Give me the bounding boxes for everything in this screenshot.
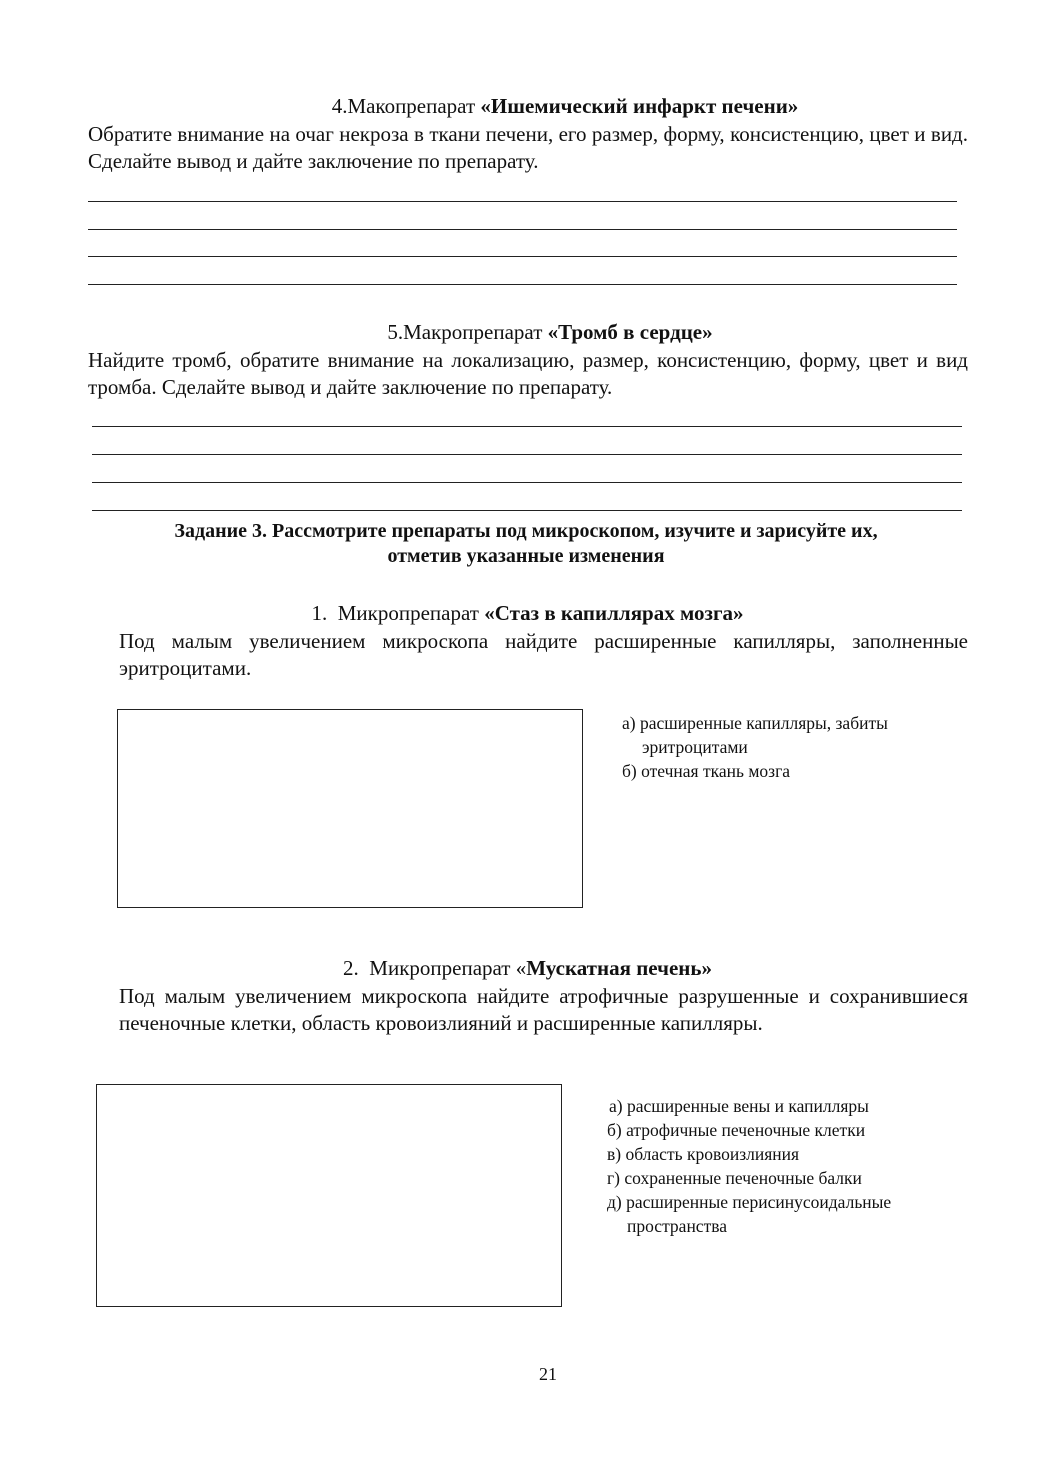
label-item: эритроцитами [642,737,748,757]
answer-line[interactable] [88,201,957,202]
section-4-text: Обратите внимание на очаг некроза в ткани печени, его размер, форму, консистенцию, цвет и вид. Сделайте вывод и дайте заключение по препарату. [88,122,968,173]
section-5-prefix: 5.Макропрепарат [387,320,548,344]
micro-2-number: 2. [343,956,359,980]
micro-1-title: «Стаз в капиллярах мозга» [484,601,744,625]
section-4-prefix: 4.Макопрепарат [331,94,481,118]
drawing-box-2[interactable] [96,1084,562,1307]
micro-2-text: Под малым увеличением микроскопа найдите атрофичные разрушенные и сохранившиеся печеночные клетки, область кровоизлияний и расширенные капилляры. [119,984,968,1035]
micro-1-heading [0,600,1040,626]
micro-2-labels [607,1094,891,1238]
label-item: а) расширенные вены и капилляры [609,1096,869,1116]
answer-line[interactable] [92,426,962,427]
answer-line[interactable] [88,284,957,285]
section-4-heading [0,93,1040,119]
answer-line[interactable] [88,256,957,257]
micro-1-text: Под малым увеличением микроскопа найдите расширенные капилляры, заполненные эритроцитами. [119,629,968,680]
section-5-text: Найдите тромб, обратите внимание на локализацию, размер, консистенцию, форму, цвет и вид тромба. Сделайте вывод и дайте заключение по препарату. [88,348,968,399]
micro-2-title: Мускатная печень» [526,956,712,980]
task-3-line-1: Задание 3. Рассмотрите препараты под микроскопом, изучите и зарисуйте их, [174,520,878,542]
answer-line[interactable] [92,454,962,455]
label-item: б) атрофичные печеночные клетки [607,1120,866,1140]
micro-1-prefix: Микропрепарат [337,601,485,625]
label-item: в) область кровоизлияния [607,1144,800,1164]
label-item: пространства [627,1216,728,1236]
answer-line[interactable] [92,510,962,511]
task-3-line-2: отметив указанные изменения [387,545,665,567]
section-4-title: «Ишемический инфаркт печени» [480,94,799,118]
answer-line[interactable] [92,482,962,483]
micro-1-number: 1. [311,601,328,625]
label-item: г) сохраненные печеночные балки [607,1168,862,1188]
section-5-heading [0,319,1040,345]
section-5-title: «Тромб в сердце» [547,320,713,344]
answer-line[interactable] [88,229,957,230]
label-item: б) отечная ткань мозга [622,761,791,781]
label-item: а) расширенные капилляры, забиты [622,713,888,733]
page-number: 21 [539,1364,557,1384]
micro-1-labels [622,711,888,783]
label-item: д) расширенные перисинусоидальные [607,1192,892,1212]
micro-2-heading [0,955,1040,981]
drawing-box-1[interactable] [117,709,583,908]
micro-2-prefix: Микропрепарат « [369,956,527,980]
task-3-heading [70,519,982,569]
